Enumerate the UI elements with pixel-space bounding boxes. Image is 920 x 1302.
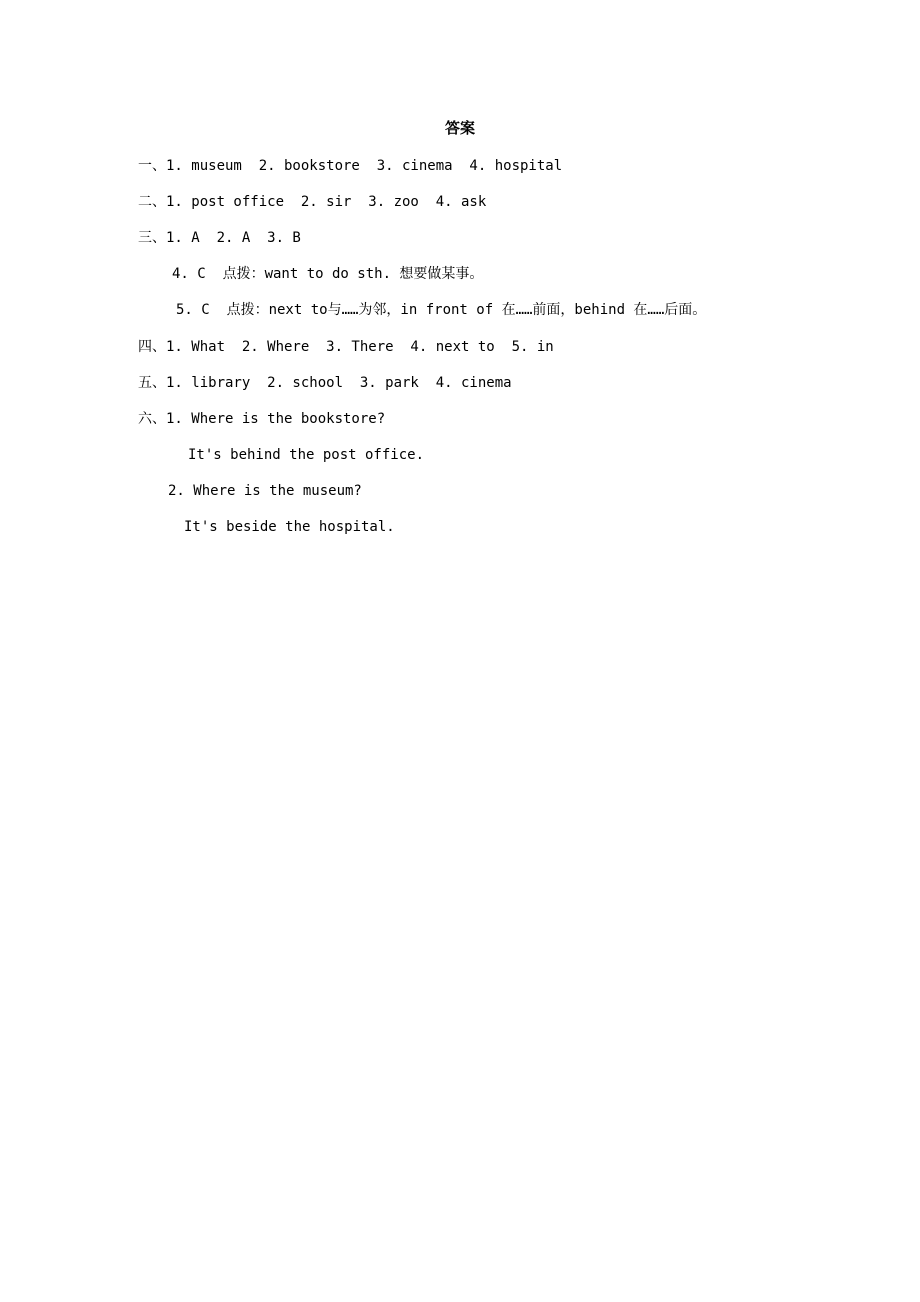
answer-section-1: 一、1. museum 2. bookstore 3. cinema 4. hospital xyxy=(138,158,563,174)
page-title: 答案 xyxy=(444,119,475,137)
answer-section-6-reply-2: It's beside the hospital. xyxy=(184,519,395,535)
answer-section-5: 五、1. library 2. school 3. park 4. cinema xyxy=(138,375,512,391)
answer-section-3-item-5: 5. C 点拨：next to与……为邻，in front of 在……前面，behind 在……后面。 xyxy=(176,302,707,318)
answer-section-3-item-4: 4. C 点拨：want to do sth. 想要做某事。 xyxy=(172,266,484,282)
answer-section-3: 三、1. A 2. A 3. B xyxy=(138,230,301,246)
answer-section-2: 二、1. post office 2. sir 3. zoo 4. ask xyxy=(138,194,487,210)
answer-section-4: 四、1. What 2. Where 3. There 4. next to 5. in xyxy=(138,339,554,355)
answer-section-6-item-2: 2. Where is the museum? xyxy=(168,483,362,499)
answer-section-6-reply-1: It's behind the post office. xyxy=(188,447,425,463)
answer-section-6: 六、1. Where is the bookstore? xyxy=(138,411,386,427)
